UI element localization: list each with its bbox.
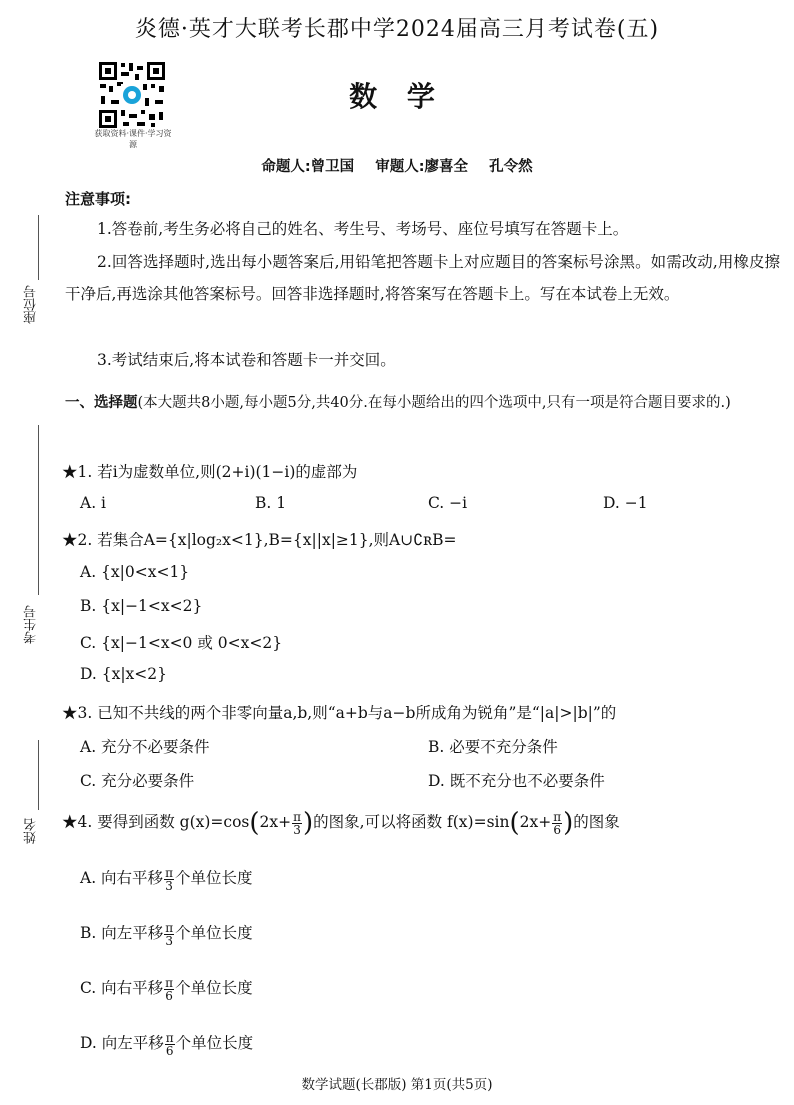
q4-option-a bbox=[80, 866, 252, 892]
q2-option-a: A. {x|0<x<1} bbox=[80, 563, 190, 581]
author-reviewer-2: 孔令然 bbox=[489, 159, 533, 175]
q4d-frac bbox=[165, 1032, 175, 1057]
q4-option-c bbox=[80, 976, 253, 1002]
q4-frac-f-num: π bbox=[553, 809, 562, 824]
side-label-name: 姓名 bbox=[24, 818, 39, 844]
q4b-pre: B. 向左平移 bbox=[80, 924, 164, 942]
q3-option-a: A. 充分不必要条件 bbox=[80, 738, 210, 756]
question-1-stem: ★1. 若i为虚数单位,则(2+i)(1−i)的虚部为 bbox=[62, 463, 358, 481]
q4c-frac bbox=[164, 977, 174, 1002]
q4b-num: π bbox=[165, 920, 174, 935]
section-label: 一、选择题 bbox=[65, 395, 138, 411]
notice-item-1: 1.答卷前,考生务必将自己的姓名、考生号、考场号、座位号填写在答题卡上。 bbox=[97, 220, 629, 238]
q4-stem-part-1: ★4. 要得到函数 g(x)=cos bbox=[62, 813, 250, 831]
question-2-stem: ★2. 若集合A={x|log₂x<1},B={x||x|≥1},则A∪∁ʀB= bbox=[62, 531, 457, 549]
page-footer: 数学试题(长郡版) 第1页(共5页) bbox=[301, 1077, 493, 1093]
paren-close: ) bbox=[563, 808, 574, 838]
q2-option-d: D. {x|x<2} bbox=[80, 665, 168, 683]
subject-title: 数 学 bbox=[349, 80, 445, 113]
q4-frac-f-den: 6 bbox=[553, 822, 561, 837]
q1-option-c: C. −i bbox=[428, 494, 468, 512]
q4c-den: 6 bbox=[165, 988, 173, 1003]
q4c-pre: C. 向右平移 bbox=[80, 979, 164, 997]
side-line-examno bbox=[38, 425, 39, 595]
q4-frac-g-den: 3 bbox=[293, 822, 301, 837]
q4a-num: π bbox=[165, 865, 173, 880]
qr-caption: 获取资料·课件·学习资源 bbox=[94, 129, 172, 149]
q2-option-b: B. {x|−1<x<2} bbox=[80, 597, 203, 615]
paren-close: ) bbox=[303, 808, 314, 838]
q4-option-d bbox=[80, 1031, 253, 1057]
side-label-seat: 座位号 bbox=[24, 285, 39, 324]
q4d-num: π bbox=[165, 1030, 174, 1045]
q4a-post: 个单位长度 bbox=[174, 869, 253, 887]
exam-title: 炎德·英才大联考长郡中学2024届高三月考试卷(五) bbox=[134, 17, 660, 42]
q2-option-c: C. {x|−1<x<0 或 0<x<2} bbox=[80, 634, 283, 652]
q4d-pre: D. 向左平移 bbox=[80, 1034, 164, 1052]
side-label-examno: 考生号 bbox=[24, 605, 39, 644]
q4a-den: 3 bbox=[165, 878, 173, 893]
side-line-seat bbox=[38, 215, 39, 280]
q4-stem-part-3: 的图象 bbox=[573, 813, 620, 831]
q1-option-b: B. 1 bbox=[255, 494, 287, 512]
q1-option-d: D. −1 bbox=[603, 494, 648, 512]
question-3-stem: ★3. 已知不共线的两个非零向量a,b,则“a+b与a−b所成角为锐角”是“|a|>|b|”的 bbox=[62, 704, 617, 722]
section-desc: (本大题共8小题,每小题5分,共40分.在每小题给出的四个选项中,只有一项是符合题目要求的.) bbox=[137, 395, 731, 411]
q4a-pre: A. 向右平移 bbox=[80, 869, 164, 887]
q4-stem-part-2: 的图象,可以将函数 f(x)=sin bbox=[313, 813, 510, 831]
section-choice-heading bbox=[65, 387, 785, 420]
q4b-post: 个单位长度 bbox=[175, 924, 253, 942]
q4-option-b bbox=[80, 921, 253, 947]
q4a-frac bbox=[164, 867, 174, 892]
q4b-den: 3 bbox=[165, 933, 174, 948]
q4c-post: 个单位长度 bbox=[175, 979, 253, 997]
q4d-post: 个单位长度 bbox=[175, 1034, 254, 1052]
notice-item-2: 2.回答选择题时,选出每小题答案后,用铅笔把答题卡上对应题目的答案标号涂黑。如需改动,用橡皮擦干净后,再选涂其他答案标号。回答非选择题时,将答案写在答题卡上。写在本试卷上无效。 bbox=[65, 253, 780, 303]
q3-option-b: B. 必要不充分条件 bbox=[428, 738, 558, 756]
q4d-den: 6 bbox=[165, 1043, 174, 1058]
author-setter: 命题人:曾卫国 bbox=[261, 159, 355, 175]
q3-option-d: D. 既不充分也不必要条件 bbox=[428, 772, 605, 790]
q4-frac-g-num: π bbox=[293, 809, 301, 824]
notice-item-3: 3.考试结束后,将本试卷和答题卡一并交回。 bbox=[97, 351, 396, 369]
q4-arg-f: 2x+ bbox=[519, 813, 552, 831]
q3-option-c: C. 充分必要条件 bbox=[80, 772, 195, 790]
q1-option-a: A. i bbox=[80, 494, 107, 512]
q4-frac-f bbox=[552, 811, 562, 836]
q4b-frac bbox=[164, 922, 174, 947]
authors-line bbox=[0, 155, 794, 176]
side-line-name bbox=[38, 740, 39, 810]
question-4-stem bbox=[62, 808, 620, 838]
q4-frac-g bbox=[292, 811, 302, 836]
author-reviewer-1: 审题人:廖喜全 bbox=[375, 159, 469, 175]
paren-open: ( bbox=[509, 808, 520, 838]
paren-open: ( bbox=[249, 808, 260, 838]
notice-title: 注意事项: bbox=[65, 190, 131, 208]
q4-arg-g: 2x+ bbox=[259, 813, 292, 831]
q4c-num: π bbox=[165, 975, 174, 990]
